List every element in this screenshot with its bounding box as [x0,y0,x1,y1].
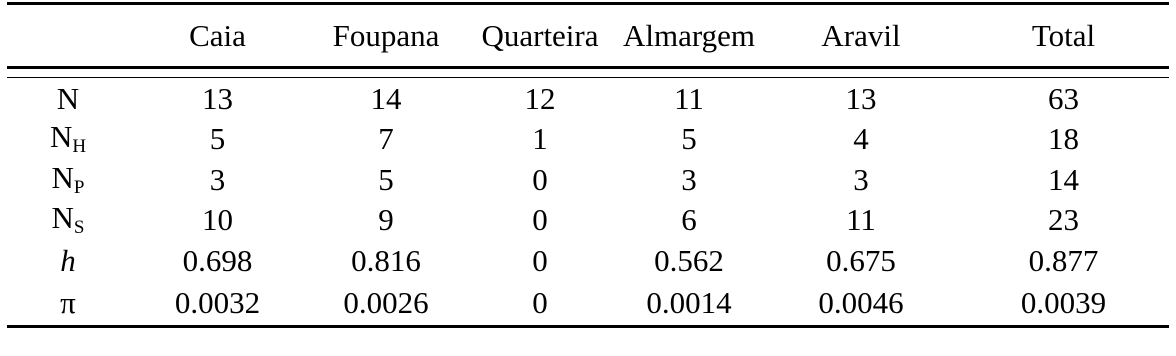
table-cell: 4 [853,121,869,157]
table-cell: 18 [1048,121,1079,157]
table-cell: 5 [209,121,226,157]
table-cell: 0.0039 [958,281,1169,327]
row-label-pi [7,281,129,327]
row-label-subscript: S [73,217,85,239]
table-cell: 0 [532,242,548,278]
table-cell: 13 [845,80,877,116]
table-cell: 0.562 [654,242,724,278]
header-cell-aravil: Aravil [821,18,901,53]
table-row-np [7,159,1169,200]
table-cell: 0 [532,202,548,238]
double-rule-cell [7,68,1169,78]
table-row-h [7,240,1169,281]
row-label-n [7,78,129,119]
table-cell: 0.0046 [764,281,958,327]
table-cell: 5 [681,121,697,157]
table-cell: 7 [378,121,394,157]
table-row-nh [7,119,1169,160]
table-cell: 0 [466,281,614,327]
header-cell-total: Total [1031,18,1096,53]
table-cell: 9 [378,202,394,238]
table-row-n [7,78,1169,119]
header-cell-almargem: Almargem [622,18,755,53]
row-label-text: N [56,80,80,116]
row-label-text: N [49,119,73,155]
table-cell: 0.0026 [306,281,466,327]
table-cell: 11 [674,80,704,116]
table-cell: 0.0032 [129,281,306,327]
table-cell: 0.698 [182,242,253,278]
table-cell: 0.816 [351,242,421,278]
table-row-pi [7,281,1169,327]
table-header [7,4,1169,68]
row-label-nh [7,119,129,160]
header-cell-quarteira: Quarteira [481,18,599,53]
header-double-rule [7,68,1169,78]
row-label-h [7,240,129,281]
row-label-np [7,159,129,200]
table-cell: 3 [681,161,697,197]
row-label-subscript: H [72,136,87,158]
header-cell-empty [7,4,129,68]
table-body [7,68,1169,327]
table-cell: 11 [846,202,876,238]
data-table-container [7,2,1169,328]
table-cell: 23 [1048,202,1079,238]
table-cell: 6 [681,202,697,238]
table-cell: 13 [202,80,233,116]
table-cell: 0.675 [826,242,896,278]
row-label-text: h [60,242,76,278]
table-cell: 0.877 [1028,242,1099,278]
table-cell: 14 [1048,161,1079,197]
table-cell: 1 [532,121,548,157]
table-cell: 5 [378,161,394,197]
table-cell: 0.0014 [614,281,764,327]
table-cell: 63 [1048,80,1079,116]
header-row [7,4,1169,68]
table-cell: 3 [853,161,869,197]
table-row-ns [7,200,1169,241]
table-cell: 0 [532,161,548,197]
table-cell: 10 [202,202,233,238]
row-label-ns [7,200,129,241]
table-cell: 3 [209,161,226,197]
table-cell: 12 [524,80,556,116]
header-cell-caia: Caia [189,18,246,53]
row-label-subscript: P [73,176,85,198]
population-statistics-table [7,2,1169,328]
row-label-text: N [51,200,74,236]
table-cell: 14 [370,80,402,116]
row-label-text: N [51,159,74,195]
row-label-text: π [60,285,76,320]
header-cell-foupana: Foupana [332,18,440,53]
